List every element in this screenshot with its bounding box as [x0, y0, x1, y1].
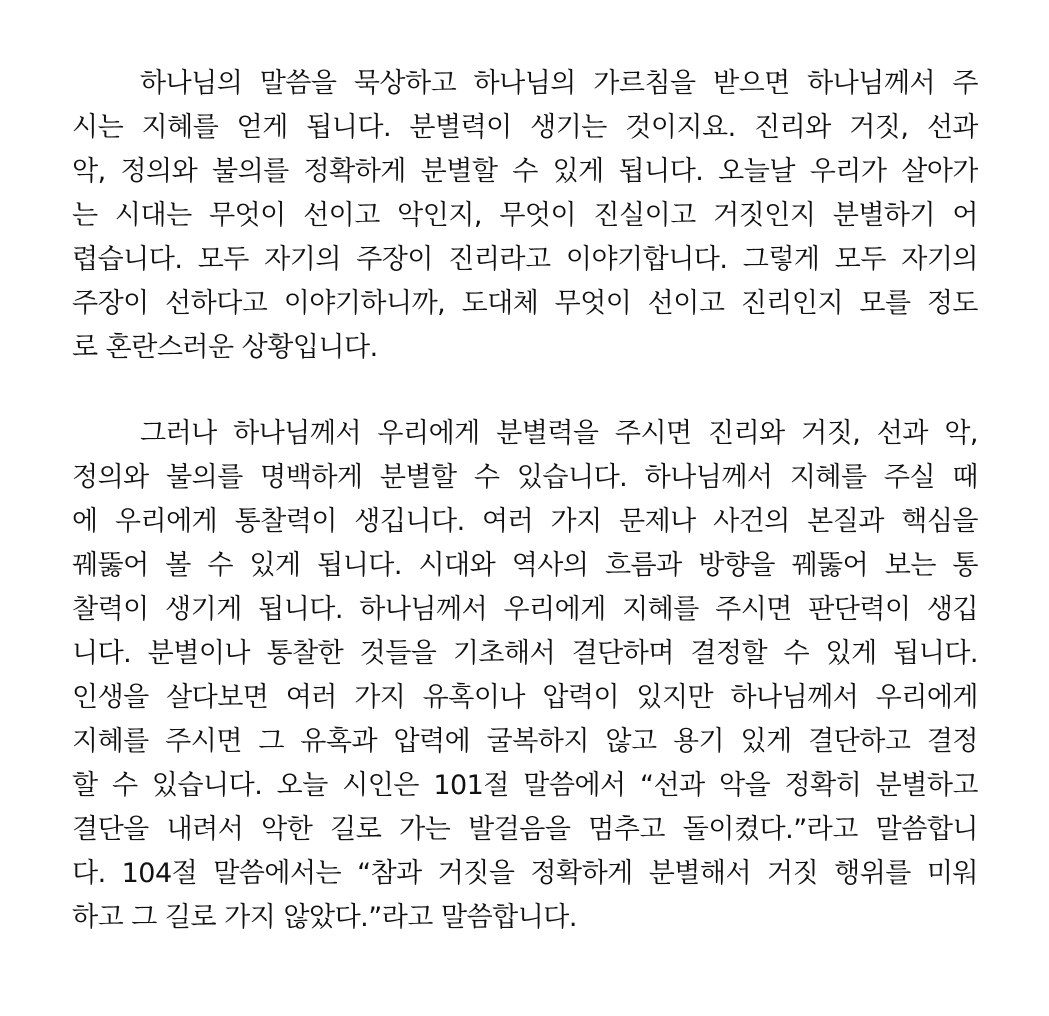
text-line: 주장이 선하다고 이야기하니까, 도대체 무엇이 선이고 진리인지 모를 정도 — [72, 288, 978, 319]
document-page — [72, 62, 978, 940]
text-line: 로 혼란스러운 상황입니다. — [72, 332, 378, 363]
paragraph — [72, 412, 978, 940]
text-line: 그러나 하나님께서 우리에게 분별력을 주시면 진리와 거짓, 선과 악, — [140, 418, 978, 449]
text-line: 정의와 불의를 명백하게 분별할 수 있습니다. 하나님께서 지혜를 주실 때 — [72, 462, 978, 493]
text-line: 찰력이 생기게 됩니다. 하나님께서 우리에게 지혜를 주시면 판단력이 생깁 — [72, 594, 978, 625]
text-line: 니다. 분별이나 통찰한 것들을 기초해서 결단하며 결정할 수 있게 됩니다. — [72, 638, 978, 669]
text-line: 악, 정의와 불의를 정확하게 분별할 수 있게 됩니다. 오늘날 우리가 살아가 — [72, 156, 978, 187]
text-line: 할 수 있습니다. 오늘 시인은 101절 말씀에서 “선과 악을 정확히 분별하고 — [72, 770, 978, 801]
text-line: 꿰뚫어 볼 수 있게 됩니다. 시대와 역사의 흐름과 방향을 꿰뚫어 보는 통 — [72, 550, 978, 581]
paragraph — [72, 62, 978, 370]
text-line: 하나님의 말씀을 묵상하고 하나님의 가르침을 받으면 하나님께서 주 — [140, 68, 978, 99]
text-line: 는 시대는 무엇이 선이고 악인지, 무엇이 진실이고 거짓인지 분별하기 어 — [72, 200, 978, 231]
paragraph-gap — [72, 370, 978, 412]
text-line: 지혜를 주시면 그 유혹과 압력에 굴복하지 않고 용기 있게 결단하고 결정 — [72, 726, 978, 757]
text-line: 다. 104절 말씀에서는 “참과 거짓을 정확하게 분별해서 거짓 행위를 미워 — [72, 858, 978, 889]
text-line: 시는 지혜를 얻게 됩니다. 분별력이 생기는 것이지요. 진리와 거짓, 선과 — [72, 112, 978, 143]
text-line: 렵습니다. 모두 자기의 주장이 진리라고 이야기합니다. 그렇게 모두 자기의 — [72, 244, 978, 275]
text-line: 인생을 살다보면 여러 가지 유혹이나 압력이 있지만 하나님께서 우리에게 — [72, 682, 978, 713]
text-line: 결단을 내려서 악한 길로 가는 발걸음을 멈추고 돌이켰다.”라고 말씀합니 — [72, 814, 978, 845]
text-line: 에 우리에게 통찰력이 생깁니다. 여러 가지 문제나 사건의 본질과 핵심을 — [72, 506, 978, 537]
text-line: 하고 그 길로 가지 않았다.”라고 말씀합니다. — [72, 902, 577, 933]
